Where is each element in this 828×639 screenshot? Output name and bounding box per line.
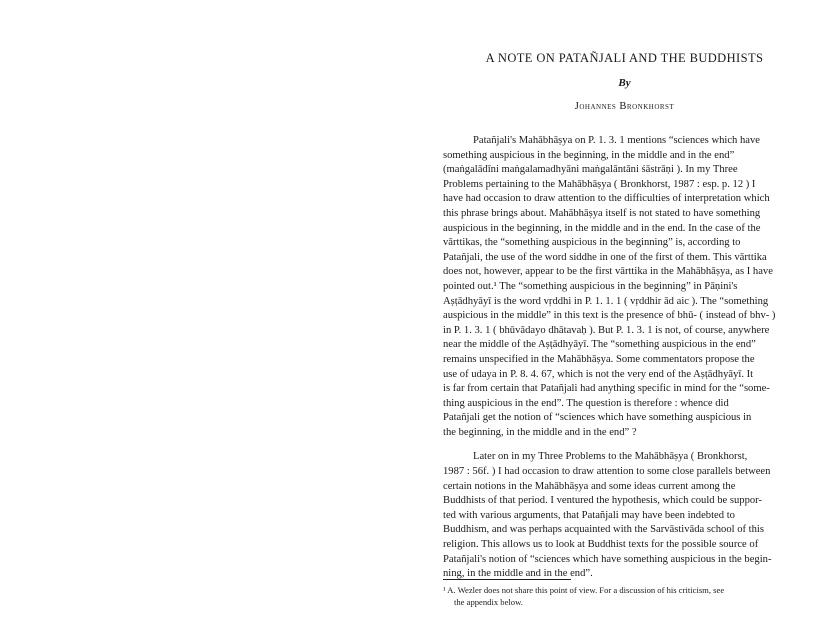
paragraph-line: ning, in the middle and in the end”.	[443, 568, 593, 580]
footnote-line: the appendix below.	[454, 597, 523, 607]
paragraph-line: have had occasion to draw attention to the difficulties of interpretation which	[443, 193, 770, 205]
footnote-rule	[443, 579, 571, 580]
paragraph-line: this phrase brings about. Mahābhāṣya itself is not stated to have something	[443, 207, 761, 219]
byline: By	[618, 77, 631, 89]
paragraph-line: vārttikas, the “something auspicious in the beginning” is, according to	[443, 237, 741, 249]
paragraph-line: Patañjali get the notion of “sciences which have something auspicious in	[443, 412, 752, 424]
paragraph-line: ted with various arguments, that Patañjali may have been indebted to	[443, 509, 735, 521]
paragraph-line: Patañjali's Mahābhāṣya on P. 1. 3. 1 mentions “sciences which have	[473, 135, 760, 146]
paragraph-line: use of udaya in P. 8. 4. 67, which is not the very end of the Aṣṭādhyāyī. It	[443, 368, 754, 380]
paragraph-line: Problems pertaining to the Mahābhāṣya ( Bronkhorst, 1987 : esp. p. 12 ) I	[443, 178, 756, 190]
paragraph-line: thing auspicious in the end”. The question is therefore : whence did	[443, 397, 729, 409]
paragraph-2	[443, 450, 806, 581]
paragraph-line: auspicious in the middle” in this text is the presence of bhū- ( instead of bhv- )	[443, 310, 776, 322]
paragraph-line: remains unspecified in the Mahābhāṣya. Some commentators propose the	[443, 353, 755, 365]
paragraph-line: the beginning, in the middle and in the end” ?	[443, 426, 637, 438]
paragraph-1	[443, 134, 806, 440]
footnote	[443, 584, 806, 608]
footnote-line: ¹ A. Wezler does not share this point of view. For a discussion of his criticism, see	[443, 585, 725, 595]
paragraph-line: Buddhists of that period. I ventured the hypothesis, which could be suppor-	[443, 495, 763, 507]
paragraph-line: in P. 1. 3. 1 ( bhūvādayo dhātavaḥ ). But P. 1. 3. 1 is not, of course, anywhere	[443, 324, 770, 336]
paragraph-line: certain notions in the Mahābhāṣya and some ideas current among the	[443, 480, 736, 492]
paragraph-line: auspicious in the beginning, in the middle and in the end. In the case of the	[443, 222, 761, 234]
paragraph-line: Patañjali's notion of “sciences which have something auspicious in the begin-	[443, 553, 772, 565]
paragraph-line: Buddhism, and was perhaps acquainted with the Sarvāstivāda school of this	[443, 524, 764, 536]
paragraph-line: religion. This allows us to look at Buddhist texts for the possible source of	[443, 539, 759, 551]
paragraph-line: something auspicious in the beginning, in the middle and in the end”	[443, 149, 735, 161]
article-column	[443, 40, 806, 582]
paragraph-line: Aṣṭādhyāyī is the word vṛddhi in P. 1. 1. 1 ( vṛddhir ād aic ). The “something	[443, 295, 769, 307]
paragraph-line: Later on in my Three Problems to the Mahābhāṣya ( Bronkhorst,	[473, 451, 748, 463]
author-name: Johannes Bronkhorst	[574, 101, 675, 112]
paragraph-line: pointed out.¹ The “something auspicious in the beginning” in Pāṇini's	[443, 280, 738, 292]
paragraph-line: near the middle of the Aṣṭādhyāyī. The “something auspicious in the end”	[443, 339, 756, 351]
article-title: A NOTE ON PATAÑJALI AND THE BUDDHISTS	[485, 51, 764, 65]
paragraph-line: Patañjali, the use of the word siddhe in one of the first of them. This vārttika	[443, 251, 767, 263]
paragraph-line: is far from certain that Patañjali had anything specific in mind for the “some-	[443, 383, 770, 395]
paragraph-line: does not, however, appear to be the first vārttika in the Mahābhāṣya, as I have	[443, 266, 773, 278]
paragraph-line: (maṅgalādīni maṅgalamadhyāni maṅgalāntāni śāstrāṇi ). In my Three	[443, 164, 738, 176]
paragraph-line: 1987 : 56f. ) I had occasion to draw attention to some close parallels between	[443, 466, 771, 478]
